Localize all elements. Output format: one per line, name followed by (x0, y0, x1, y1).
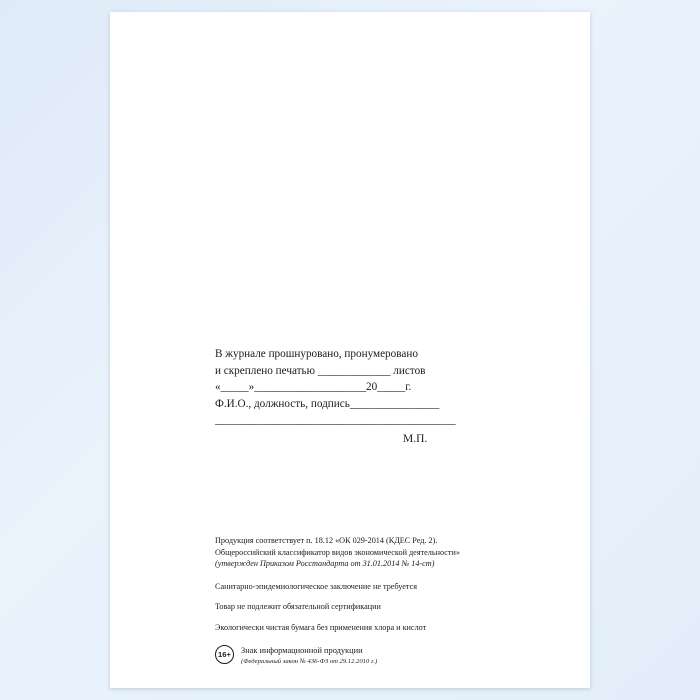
footer-paper-note: Экологически чистая бумага без применения хлора и кислот (215, 622, 427, 632)
seal-label: М.П. (403, 433, 428, 445)
certification-line-4: Ф.И.О., должность, подпись________________ (215, 397, 440, 410)
footer-product-line-2: Общероссийский классификатор видов экономической деятельности» (215, 547, 460, 557)
footer-product-line-1: Продукция соответствует п. 18.12 «ОК 029-2014 (КДЕС Ред. 2). (215, 536, 438, 545)
document-footer (215, 535, 565, 666)
footer-product-line-3: (утвержден Приказом Росстандарта от 31.01.2014 № 14-ст) (215, 559, 435, 569)
age-rating-row (215, 645, 565, 666)
document-page (110, 12, 590, 688)
age-rating-text (241, 645, 377, 666)
certification-line-1: В журнале прошнуровано, пронумеровано (215, 348, 418, 360)
footer-certification-note: Товар не подлежит обязательной сертификации (215, 602, 381, 612)
age-rating-title: Знак информационной продукции (241, 645, 363, 655)
certification-line-2: и скреплено печатью _____________ листов (215, 364, 426, 377)
certification-line-3: «_____»____________________20_____г. (215, 381, 412, 393)
footer-spacer-3 (215, 613, 565, 622)
certification-line-5: ___________________________________________ (215, 414, 456, 426)
footer-sanitary-note: Санитарно-эпидемиологическое заключение не требуется (215, 581, 417, 591)
footer-spacer-1 (215, 570, 565, 581)
age-rating-icon: 16+ (215, 645, 234, 664)
age-rating-subtitle: (Федеральный закон № 436-ФЗ от 29.12.2010 г.) (241, 657, 378, 665)
footer-spacer-2 (215, 592, 565, 601)
certification-block (215, 346, 545, 429)
